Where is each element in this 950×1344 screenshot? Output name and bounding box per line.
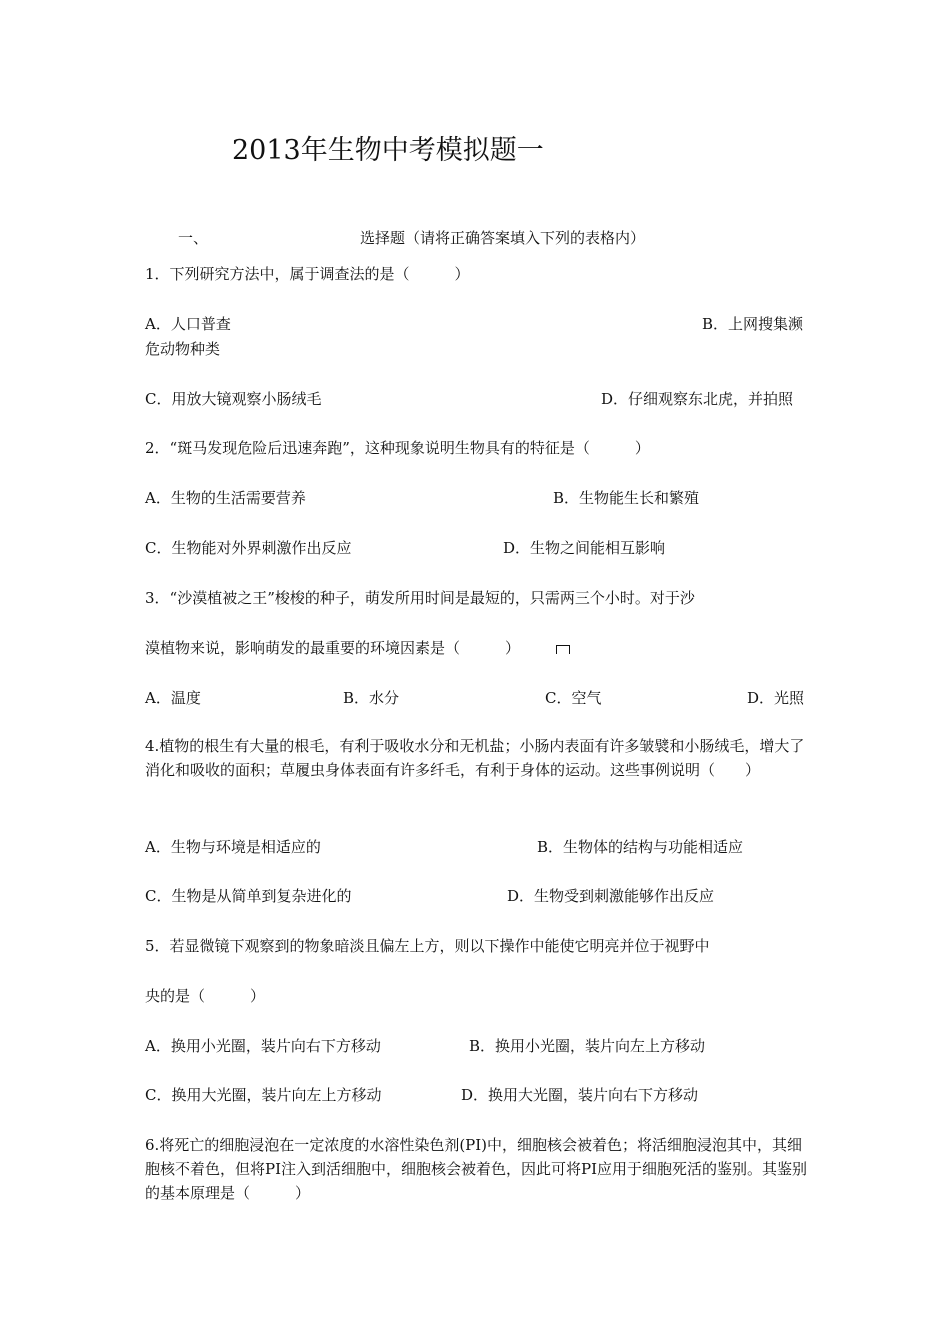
question-1-option-a: A．人口普查	[145, 315, 231, 333]
question-1-option-d: D．仔细观察东北虎，并拍照	[601, 390, 794, 408]
question-5-stem-line-2: 央的是（ ）	[145, 987, 266, 1005]
question-2-option-c: C．生物能对外界刺激作出反应	[145, 539, 352, 557]
question-6-stem: 6.将死亡的细胞浸泡在一定浓度的水溶性染色剂(PI)中，细胞核会被着色；将活细胞浸泡其中，其细胞核不着色，但将PI注入到活细胞中，细胞核会被着色，因此可将PI应用于细胞死活的鉴别。其鉴别的基本原理是（ ）	[145, 1136, 808, 1202]
question-5-option-c: C．换用大光圈，装片向左上方移动	[145, 1086, 382, 1104]
section-heading: 选择题（请将正确答案填入下列的表格内）	[360, 229, 646, 247]
question-3-stem-line-2: 漠植物来说，影响萌发的最重要的环境因素是（ ）	[145, 639, 521, 657]
question-2-stem: 2．“斑马发现危险后迅速奔跑”，这种现象说明生物具有的特征是（ ）	[145, 439, 650, 457]
question-4-option-c: C．生物是从简单到复杂进化的	[145, 887, 352, 905]
question-1-option-c: C．用放大镜观察小肠绒毛	[145, 390, 322, 408]
question-5-option-b: B．换用小光圈，装片向左上方移动	[469, 1037, 706, 1055]
question-2-option-b: B．生物能生长和繁殖	[553, 489, 700, 507]
question-3-stem-line-1: 3．“沙漠植被之王”梭梭的种子，萌发所用时间是最短的，只需两三个小时。对于沙	[145, 589, 695, 607]
question-1-stem: 1．下列研究方法中，属于调查法的是（ ）	[145, 265, 470, 283]
question-2-option-a: A．生物的生活需要营养	[145, 489, 306, 507]
question-2-option-d: D．生物之间能相互影响	[503, 539, 666, 557]
question-3-option-a: A．温度	[145, 689, 201, 707]
question-4-stem: 4.植物的根生有大量的根毛，有利于吸收水分和无机盐；小肠内表面有许多皱襞和小肠绒毛，增大了消化和吸收的面积；草履虫身体表面有许多纤毛，有利于身体的运动。这些事例说明（ ）	[145, 737, 805, 779]
question-5-stem-line-1: 5．若显微镜下观察到的物象暗淡且偏左上方，则以下操作中能使它明亮并位于视野中	[145, 937, 710, 955]
question-1-option-b: B．上网搜集濒	[702, 315, 804, 333]
question-5-option-a: A．换用小光圈，装片向右下方移动	[145, 1037, 381, 1055]
question-3-option-d: D．光照	[747, 689, 805, 707]
question-3-option-b: B．水分	[343, 689, 400, 707]
question-4-option-a: A．生物与环境是相适应的	[145, 838, 321, 856]
question-4-option-d: D．生物受到刺激能够作出反应	[507, 887, 715, 905]
page-title: 2013年生物中考模拟题一	[232, 135, 544, 166]
question-3-option-c: C．空气	[545, 689, 602, 707]
bracket-mark	[556, 645, 570, 654]
section-number: 一、	[178, 229, 209, 247]
question-1-option-b-continued: 危动物种类	[145, 340, 221, 358]
question-4-option-b: B．生物体的结构与功能相适应	[537, 838, 744, 856]
question-5-option-d: D．换用大光圈，装片向右下方移动	[461, 1086, 699, 1104]
